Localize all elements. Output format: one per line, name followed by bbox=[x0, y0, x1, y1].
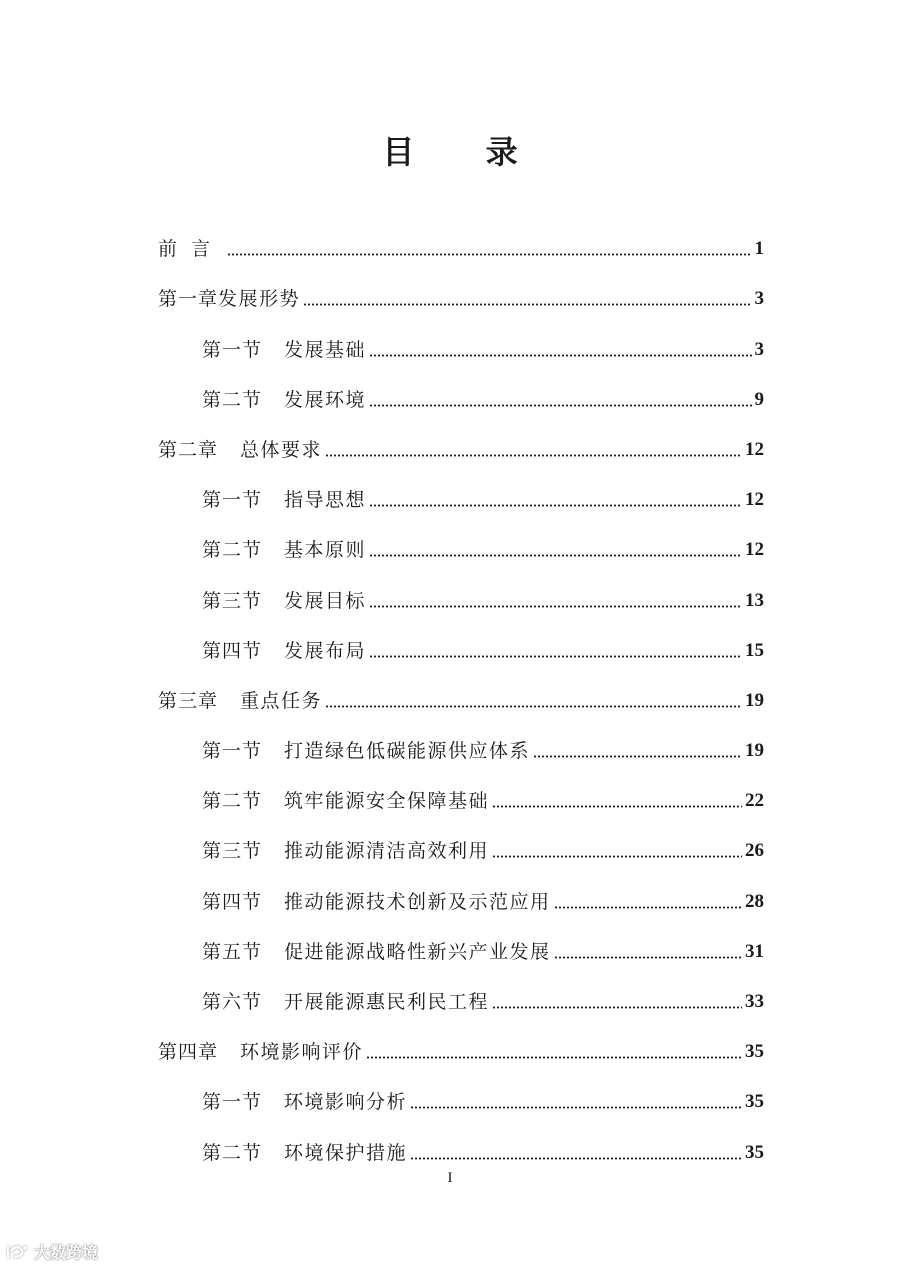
toc-section-entry[interactable] bbox=[158, 366, 764, 416]
dot-leader bbox=[303, 303, 751, 306]
toc-entry-label bbox=[202, 338, 366, 362]
toc-section-entry[interactable] bbox=[158, 1068, 764, 1118]
dot-leader bbox=[325, 454, 742, 457]
toc-entry-label bbox=[202, 739, 530, 763]
toc-chapter-entry[interactable] bbox=[158, 215, 764, 265]
toc-page-number: 19 bbox=[745, 689, 764, 711]
toc-entry-label bbox=[202, 488, 366, 512]
toc-entry-label bbox=[158, 689, 322, 713]
toc-entry-title: 环境影响分析 bbox=[284, 1091, 408, 1114]
toc-entry-number: 第一章 bbox=[158, 288, 219, 311]
dot-leader bbox=[554, 956, 742, 959]
toc-entry-number: 第一节 bbox=[202, 489, 263, 512]
toc-page-number: 35 bbox=[745, 1091, 764, 1113]
dot-leader bbox=[227, 253, 751, 256]
toc-page-number: 33 bbox=[745, 991, 764, 1012]
dot-leader bbox=[325, 705, 742, 708]
dot-leader bbox=[369, 605, 742, 608]
toc-chapter-entry[interactable] bbox=[158, 1018, 764, 1068]
toc-entry-number: 第二节 bbox=[202, 388, 263, 411]
toc-section-entry[interactable] bbox=[158, 566, 764, 616]
toc-section-entry[interactable] bbox=[158, 717, 764, 767]
toc-entry-title: 重点任务 bbox=[240, 689, 323, 712]
toc-entry-label bbox=[202, 1090, 407, 1114]
toc-page-number: 15 bbox=[745, 639, 764, 661]
toc-page-number: 13 bbox=[745, 589, 764, 611]
toc-entry-number: 前言 bbox=[158, 238, 225, 261]
toc-entry-number: 第二节 bbox=[202, 1141, 263, 1164]
toc-entry-title: 环境影响评价 bbox=[240, 1041, 364, 1064]
toc-page-number: 3 bbox=[754, 288, 764, 310]
toc-entry-label bbox=[202, 890, 551, 914]
toc-entry-title: 打造绿色低碳能源供应体系 bbox=[284, 740, 531, 763]
toc-page-number: 12 bbox=[745, 489, 764, 511]
watermark bbox=[6, 1240, 98, 1263]
toc-page-number: 22 bbox=[745, 790, 764, 812]
toc-section-entry[interactable] bbox=[158, 617, 764, 667]
toc-entry-label bbox=[202, 839, 489, 863]
toc-entry-label bbox=[158, 287, 300, 311]
toc-entry-number: 第二节 bbox=[202, 539, 263, 562]
toc-entry-title: 发展布局 bbox=[284, 639, 367, 662]
toc-entry-number: 第四节 bbox=[202, 639, 263, 662]
toc-entry-label bbox=[202, 789, 489, 813]
toc-section-entry[interactable] bbox=[158, 466, 764, 516]
dot-leader bbox=[554, 906, 742, 909]
toc-section-entry[interactable] bbox=[158, 968, 764, 1018]
toc-entry-label bbox=[202, 388, 366, 412]
toc-entry-number: 第三节 bbox=[202, 589, 263, 612]
toc-entry-number: 第二节 bbox=[202, 790, 263, 813]
toc-entry-title: 推动能源技术创新及示范应用 bbox=[284, 890, 551, 913]
toc-entry-label bbox=[202, 940, 551, 964]
dot-leader bbox=[533, 755, 742, 758]
toc-entry-label bbox=[158, 237, 224, 261]
toc-page-number: 19 bbox=[745, 740, 764, 762]
toc-entry-label bbox=[202, 538, 366, 562]
dot-leader bbox=[492, 855, 742, 858]
toc-entry-title: 环境保护措施 bbox=[284, 1141, 408, 1164]
toc-section-entry[interactable] bbox=[158, 516, 764, 566]
toc-page-number: 1 bbox=[754, 238, 764, 260]
toc-entry-title: 发展目标 bbox=[284, 589, 367, 612]
toc-section-entry[interactable] bbox=[158, 867, 764, 917]
dot-leader bbox=[369, 554, 742, 557]
toc-entry-title: 发展环境 bbox=[284, 388, 367, 411]
toc-chapter-entry[interactable] bbox=[158, 416, 764, 466]
toc-entry-title: 推动能源清洁高效利用 bbox=[284, 840, 490, 863]
toc-entry-title: 指导思想 bbox=[284, 489, 367, 512]
watermark-text: 大数跨境 bbox=[34, 1243, 99, 1262]
dot-leader bbox=[369, 504, 742, 507]
dot-leader bbox=[492, 1006, 742, 1009]
toc-entry-label bbox=[202, 1141, 407, 1165]
toc-entry-label bbox=[202, 639, 366, 663]
dot-leader bbox=[366, 1056, 742, 1059]
toc-entry-title: 促进能源战略性新兴产业发展 bbox=[284, 940, 551, 963]
toc-page-number: 28 bbox=[745, 890, 764, 912]
toc-chapter-entry[interactable] bbox=[158, 667, 764, 717]
page-number: I bbox=[447, 1170, 453, 1186]
toc-entry-title: 发展形势 bbox=[218, 288, 301, 311]
toc-entry-label bbox=[202, 990, 489, 1014]
brand-logo-icon bbox=[6, 1243, 28, 1261]
dot-leader bbox=[410, 1106, 742, 1109]
toc-entry-number: 第二章 bbox=[158, 438, 219, 461]
dot-leader bbox=[369, 354, 751, 357]
toc-entry-title: 开展能源惠民利民工程 bbox=[284, 991, 490, 1013]
toc-entry-number: 第五节 bbox=[202, 940, 263, 963]
toc-section-entry[interactable] bbox=[158, 918, 764, 968]
toc-section-entry[interactable] bbox=[158, 315, 764, 365]
toc-page-number: 35 bbox=[745, 1041, 764, 1063]
toc-entry-label bbox=[158, 438, 322, 462]
dot-leader bbox=[492, 805, 742, 808]
toc-page-number: 31 bbox=[745, 940, 764, 962]
toc-section-entry[interactable] bbox=[158, 817, 764, 867]
toc-entry-label bbox=[158, 1040, 363, 1064]
toc-entry-number: 第三节 bbox=[202, 840, 263, 863]
toc-entry-number: 第一节 bbox=[202, 740, 263, 763]
dot-leader bbox=[369, 404, 751, 407]
toc-entry-number: 第一节 bbox=[202, 338, 263, 361]
toc-entry-number: 第一节 bbox=[202, 1091, 263, 1114]
toc-section-entry[interactable] bbox=[158, 1118, 764, 1168]
toc-entry-title: 筑牢能源安全保障基础 bbox=[284, 790, 490, 813]
toc-entry-number: 第三章 bbox=[158, 689, 219, 712]
toc-entry-number: 第四节 bbox=[202, 890, 263, 913]
toc-entry-number: 第六节 bbox=[202, 991, 263, 1013]
toc-entry-title: 发展基础 bbox=[284, 338, 367, 361]
toc-page-number: 26 bbox=[745, 840, 764, 862]
toc-entry-number: 第四章 bbox=[158, 1041, 219, 1064]
toc-page-number: 35 bbox=[745, 1141, 764, 1163]
toc-section-entry[interactable] bbox=[158, 767, 764, 817]
table-of-contents bbox=[158, 215, 764, 1169]
toc-page-number: 12 bbox=[745, 438, 764, 460]
toc-entry-title: 基本原则 bbox=[284, 539, 367, 562]
page-title: 目 录 bbox=[382, 133, 548, 171]
dot-leader bbox=[369, 655, 742, 658]
toc-page-number: 3 bbox=[754, 338, 764, 360]
toc-entry-label bbox=[202, 589, 366, 613]
toc-chapter-entry[interactable] bbox=[158, 265, 764, 315]
toc-page-number: 12 bbox=[745, 539, 764, 561]
toc-page-number: 9 bbox=[754, 388, 764, 410]
toc-entry-title: 总体要求 bbox=[240, 438, 323, 461]
dot-leader bbox=[410, 1157, 742, 1160]
